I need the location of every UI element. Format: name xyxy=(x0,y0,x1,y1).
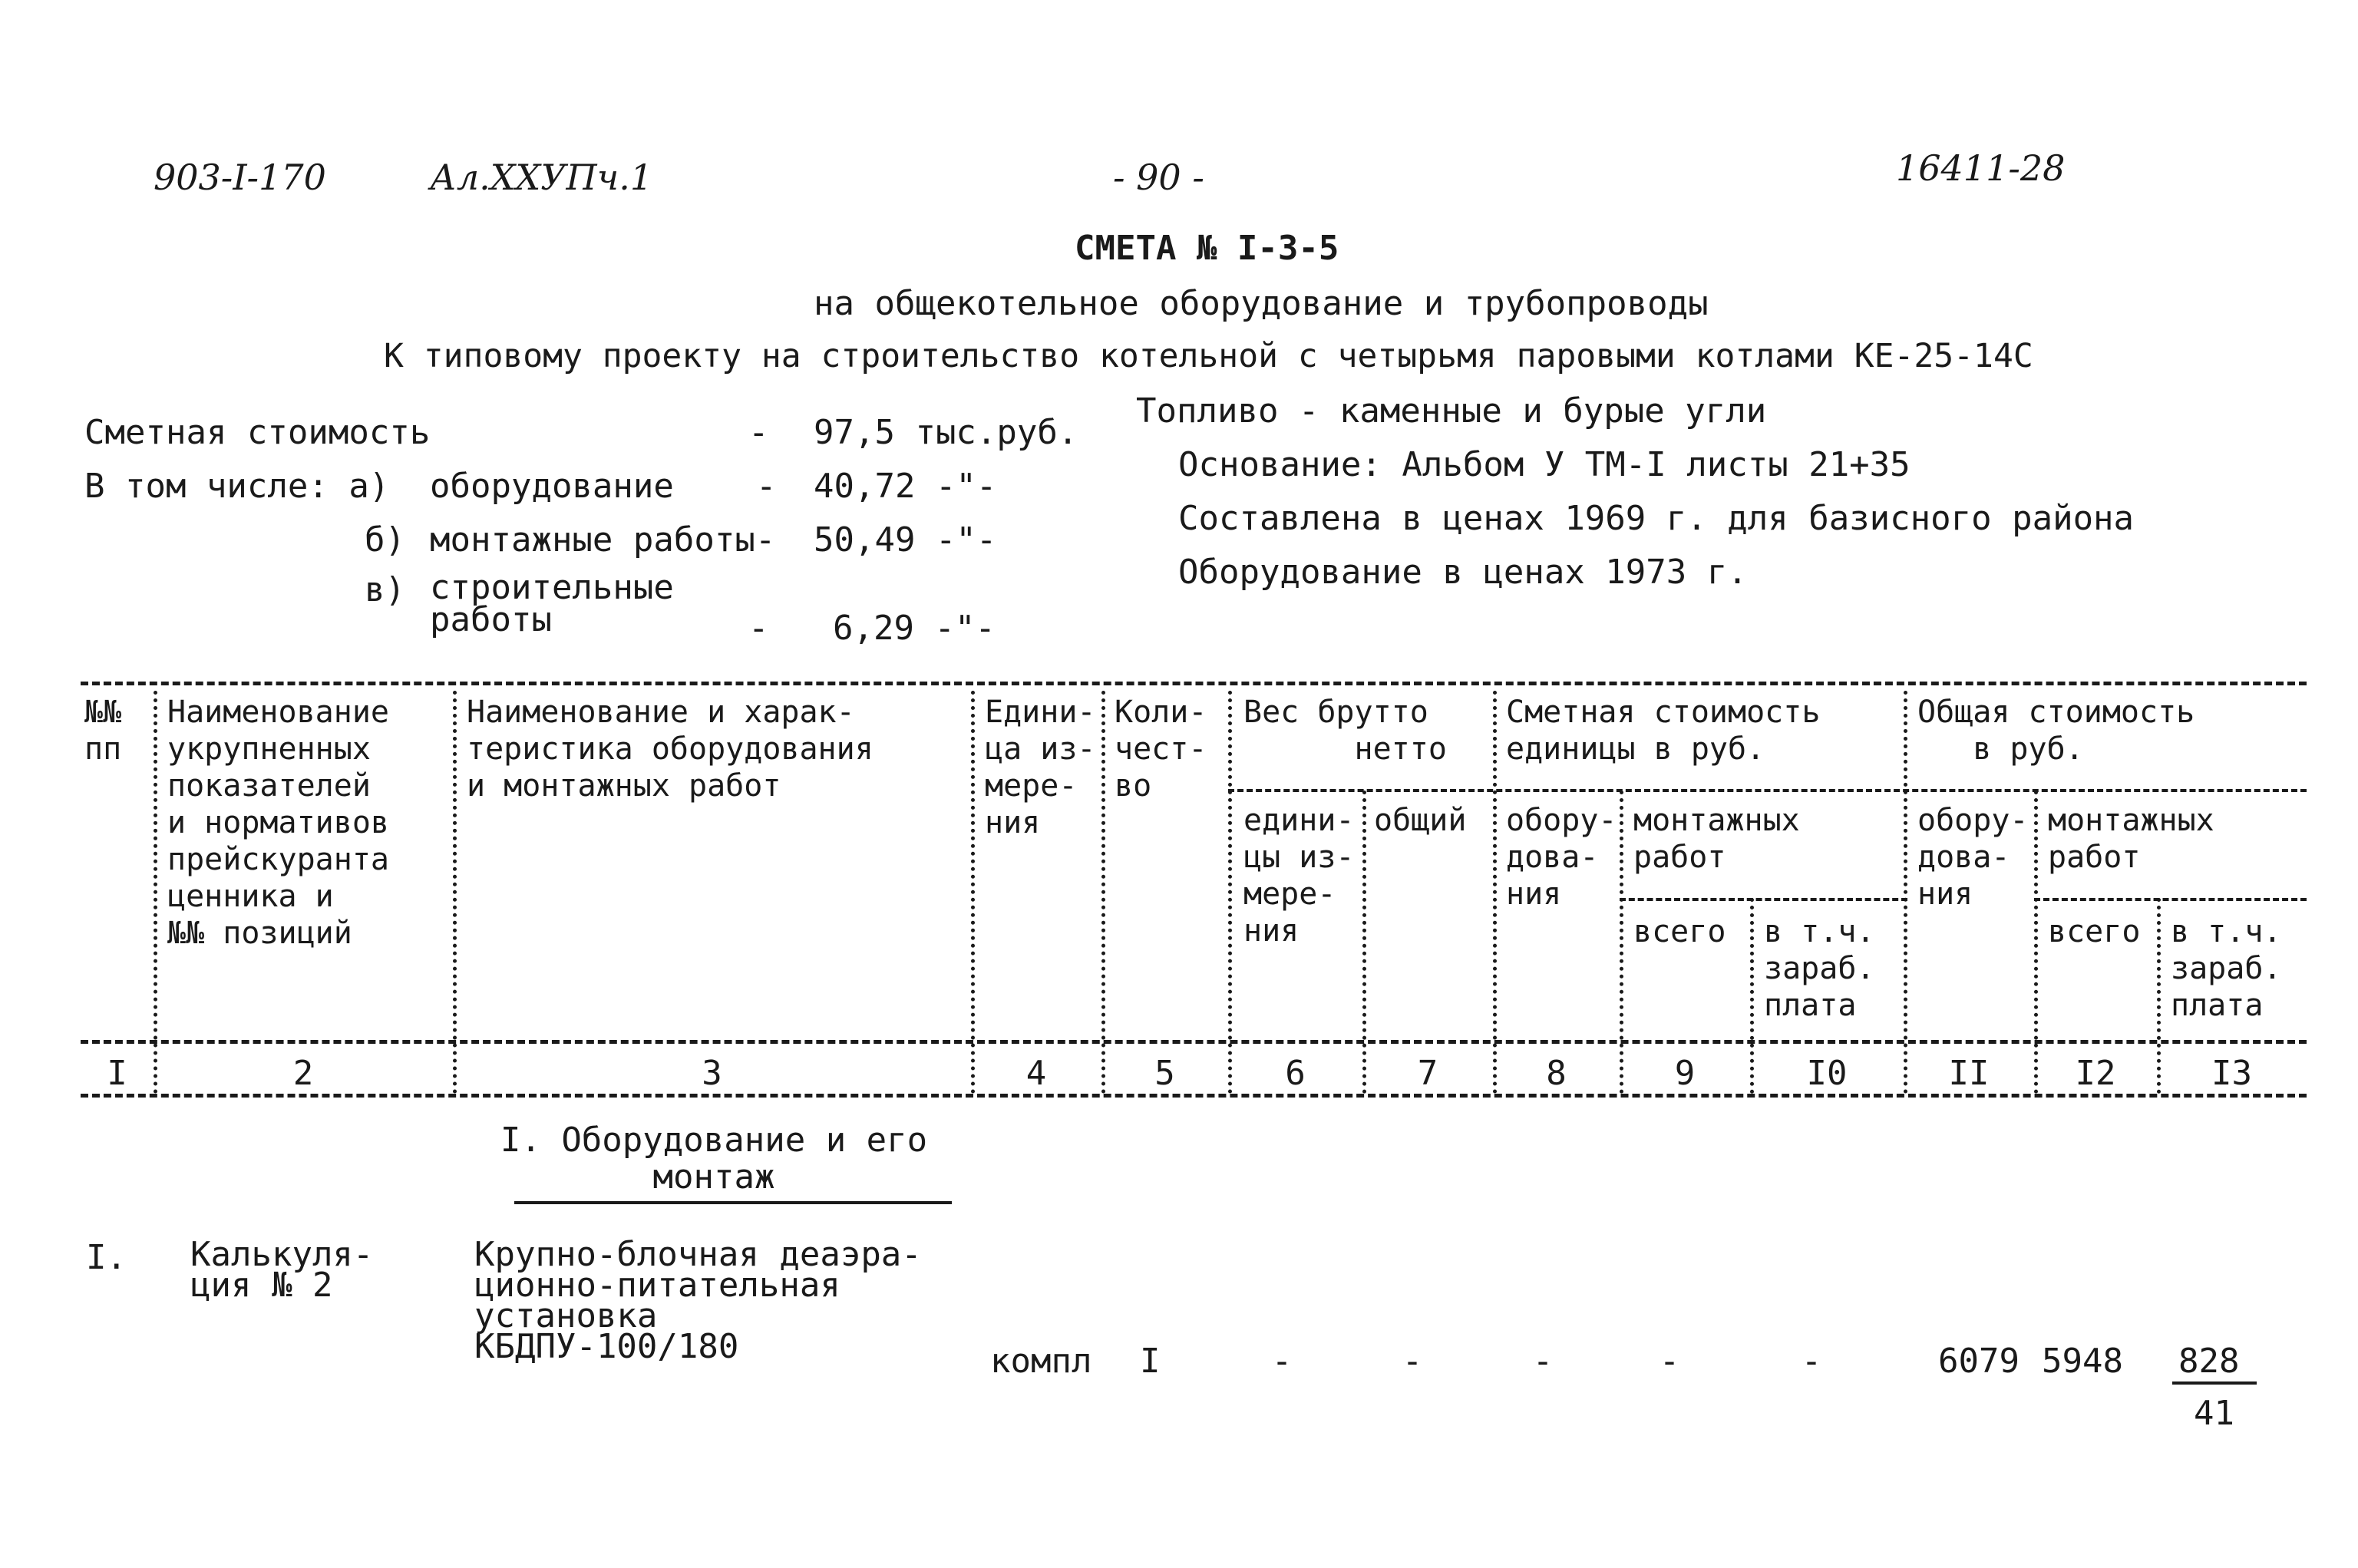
row-weight-total: - xyxy=(1402,1342,1423,1381)
installation-label: монтажные работы- xyxy=(430,520,776,560)
col-header-weight-unit: едини- цы из- мере- ния xyxy=(1243,803,1355,949)
header-bottom-rule xyxy=(81,1040,2307,1044)
col-header-total-install-wages: в т.ч. зараб. плата xyxy=(2171,914,2282,1023)
column-separator xyxy=(1101,691,1105,1094)
col-header-unit: Едини- ца из- мере- ния xyxy=(985,695,1096,840)
column-number: I0 xyxy=(1806,1054,1848,1093)
column-separator xyxy=(154,691,157,1094)
install-subgroup-rule-a xyxy=(1620,898,1907,901)
column-number: 2 xyxy=(292,1054,314,1093)
equipment-prices-note: Оборудование в ценах 1973 г. xyxy=(1178,553,1748,592)
row-total-install-wages-denominator: 41 xyxy=(2194,1394,2234,1433)
column-separator xyxy=(1228,691,1232,1094)
construction-dash: - xyxy=(748,609,769,648)
project-description: К типовому проекту на строительство котельной с четырьмя паровыми котлами КЕ-25-14С xyxy=(384,337,2033,375)
column-separator xyxy=(1362,791,1366,1094)
col-header-unit-install-wages: в т.ч. зараб. плата xyxy=(1764,914,1875,1023)
construction-cost-value: 6,29 -"- xyxy=(833,609,996,648)
row-total-equipment-cost: 6079 xyxy=(1938,1342,2019,1381)
fuel-note: Топливо - каменные и бурые угли xyxy=(1136,391,1767,431)
col-header-total-cost-group: Общая стоимость в руб. xyxy=(1917,695,2195,767)
construction-prefix: в) xyxy=(365,570,405,609)
basis-note: Основание: Альбом У ТМ-I листы 21+35 xyxy=(1178,445,1911,484)
row-unit-install-wages: - xyxy=(1801,1342,1822,1381)
install-subgroup-rule-b xyxy=(2034,898,2307,901)
row-total-install-total: 5948 xyxy=(2042,1342,2123,1381)
equipment-cost-value: 40,72 -"- xyxy=(814,467,997,506)
row-quantity: I xyxy=(1140,1342,1161,1381)
row-number: I. xyxy=(86,1238,127,1277)
table-top-rule xyxy=(81,682,2307,685)
column-number: 7 xyxy=(1417,1054,1438,1093)
estimate-subtitle: на общекотельное оборудование и трубопроводы xyxy=(814,284,1709,323)
column-number: I xyxy=(107,1054,127,1093)
col-header-quantity: Коли- чест- во xyxy=(1115,695,1207,804)
row-reference: Калькуля- ция № 2 xyxy=(190,1235,374,1305)
estimated-cost-value: 97,5 тыс.руб. xyxy=(814,413,1078,452)
column-number: 8 xyxy=(1546,1054,1567,1093)
prices-note: Составлена в ценах 1969 г. для базисного района xyxy=(1178,499,2135,538)
col-header-number: №№ пп xyxy=(84,695,122,767)
column-separator xyxy=(453,691,457,1094)
column-numbers-rule xyxy=(81,1094,2307,1098)
album-reference: Ал.XXУПч.1 xyxy=(430,157,653,198)
section-title-underline xyxy=(514,1201,952,1204)
column-number: 3 xyxy=(702,1054,722,1093)
col-header-indicators: Наименование укрупненных показателей и нормативов прейскуранта ценника и №№ позиций xyxy=(167,695,389,951)
sheet-reference: 16411-28 xyxy=(1896,147,2066,189)
column-separator xyxy=(1493,691,1497,1094)
column-number: 9 xyxy=(1674,1054,1696,1093)
col-header-unit-cost-group: Сметная стоимость единицы в руб. xyxy=(1506,695,1821,767)
row-unit-equipment-cost: - xyxy=(1532,1342,1554,1381)
col-header-weight-total: общий xyxy=(1374,803,1467,838)
col-header-total-installation: монтажных работ xyxy=(2048,803,2214,875)
row-total-install-wages: 828 xyxy=(2178,1342,2240,1381)
column-number: 6 xyxy=(1285,1054,1306,1093)
equipment-dash: - xyxy=(756,467,777,506)
col-header-equipment-name: Наименование и харак- теристика оборудования и монтажных работ xyxy=(467,695,874,804)
section-title: I. Оборудование и его монтаж xyxy=(500,1121,928,1197)
installation-cost-value: 50,49 -"- xyxy=(814,520,997,560)
row-weight-unit: - xyxy=(1271,1342,1293,1381)
row-equipment-name: Крупно-блочная деаэра- ционно-питательная установка КБДПУ-100/180 xyxy=(474,1235,922,1366)
estimate-title: СМЕТА № I-3-5 xyxy=(1075,229,1339,268)
col-header-unit-install-total: всего xyxy=(1633,914,1726,949)
column-separator xyxy=(1620,791,1623,1094)
column-number: 5 xyxy=(1154,1054,1175,1093)
header-group-rule xyxy=(1228,789,2307,792)
col-header-unit-installation: монтажных работ xyxy=(1633,803,1800,875)
column-separator xyxy=(1904,691,1907,1094)
col-header-total-install-total: всего xyxy=(2048,914,2141,949)
col-header-total-equipment: обору- дова- ния xyxy=(1917,803,2029,912)
row-unit: компл xyxy=(990,1342,1092,1381)
column-separator xyxy=(2034,791,2038,1094)
column-number: II xyxy=(1948,1054,1990,1093)
column-separator xyxy=(971,691,975,1094)
including-label: В том числе: а) xyxy=(84,467,390,506)
fraction-bar xyxy=(2172,1381,2257,1385)
row-unit-install-total: - xyxy=(1659,1342,1680,1381)
page-number: - 90 - xyxy=(1113,157,1204,198)
column-number: 4 xyxy=(1025,1054,1047,1093)
equipment-label: оборудование xyxy=(430,467,674,506)
col-header-weight-group: Вес брутто нетто xyxy=(1243,695,1447,767)
installation-prefix: б) xyxy=(365,520,405,560)
col-header-unit-equipment: обору- дова- ния xyxy=(1506,803,1617,912)
column-number: I2 xyxy=(2075,1054,2116,1093)
document-code: 903-I-170 xyxy=(154,157,326,198)
construction-label: строительные работы xyxy=(430,568,674,639)
estimated-cost-label: Сметная стоимость xyxy=(84,413,431,452)
column-number: I3 xyxy=(2211,1054,2252,1093)
estimated-cost-dash: - xyxy=(748,413,769,452)
